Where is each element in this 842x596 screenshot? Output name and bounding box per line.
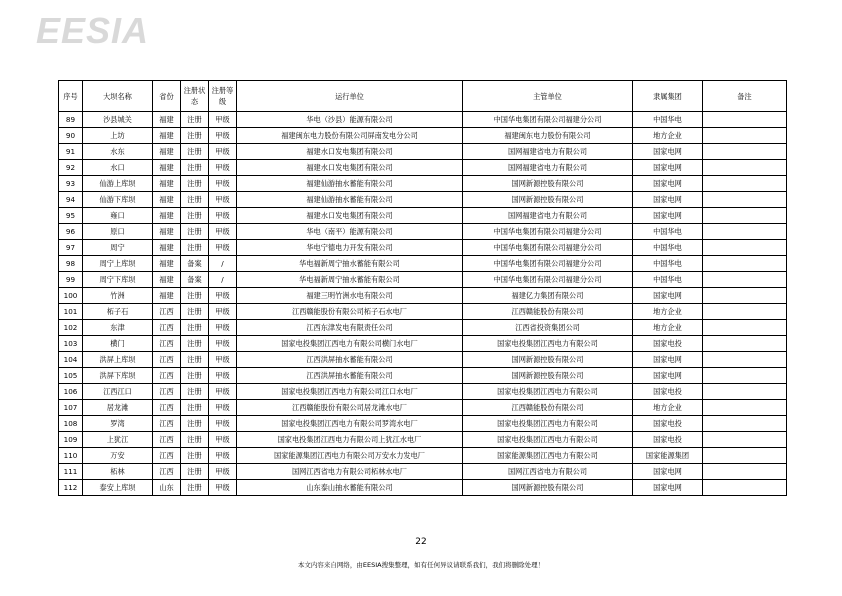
cell-operator: 江西洪屏抽水蓄能有限公司 (237, 368, 463, 384)
cell-remarks (703, 288, 787, 304)
cell-remarks (703, 368, 787, 384)
table-row (59, 304, 787, 320)
cell-supervisor: 国家电投集团江西电力有限公司 (463, 336, 633, 352)
dam-registration-table (58, 80, 787, 496)
cell-register-grade: 甲级 (209, 208, 237, 224)
cell-remarks (703, 272, 787, 288)
cell-remarks (703, 160, 787, 176)
cell-dam-name: 仙游下库坝 (83, 192, 153, 208)
cell-group: 国家电网 (633, 176, 703, 192)
cell-remarks (703, 320, 787, 336)
cell-group: 国家电投 (633, 416, 703, 432)
cell-index: 95 (59, 208, 83, 224)
cell-province: 福建 (153, 256, 181, 272)
cell-dam-name: 柘子石 (83, 304, 153, 320)
cell-register-grade: 甲级 (209, 480, 237, 496)
cell-operator: 福建仙游抽水蓄能有限公司 (237, 192, 463, 208)
cell-remarks (703, 240, 787, 256)
cell-index: 110 (59, 448, 83, 464)
cell-remarks (703, 416, 787, 432)
header-row (59, 81, 787, 112)
cell-supervisor: 国网福建省电力有限公司 (463, 208, 633, 224)
cell-operator: 江西洪屏抽水蓄能有限公司 (237, 352, 463, 368)
cell-register-grade: 甲级 (209, 464, 237, 480)
cell-index: 100 (59, 288, 83, 304)
cell-dam-name: 上犹江 (83, 432, 153, 448)
cell-province: 福建 (153, 112, 181, 128)
cell-index: 99 (59, 272, 83, 288)
cell-province: 江西 (153, 384, 181, 400)
cell-remarks (703, 224, 787, 240)
cell-register-grade: 甲级 (209, 240, 237, 256)
cell-supervisor: 福建亿力集团有限公司 (463, 288, 633, 304)
cell-operator: 福建三明竹洲水电有限公司 (237, 288, 463, 304)
cell-operator: 福建水口发电集团有限公司 (237, 160, 463, 176)
cell-index: 97 (59, 240, 83, 256)
cell-index: 92 (59, 160, 83, 176)
cell-province: 江西 (153, 432, 181, 448)
cell-operator: 国家电投集团江西电力有限公司横门水电厂 (237, 336, 463, 352)
cell-supervisor: 国家电投集团江西电力有限公司 (463, 384, 633, 400)
cell-dam-name: 万安 (83, 448, 153, 464)
table-body (59, 112, 787, 496)
cell-group: 中国华电 (633, 272, 703, 288)
cell-group: 国家电网 (633, 480, 703, 496)
cell-register-grade: 甲级 (209, 144, 237, 160)
cell-group: 地方企业 (633, 400, 703, 416)
cell-register-status: 注册 (181, 160, 209, 176)
cell-operator: 福建闽东电力股份有限公司屏南发电分公司 (237, 128, 463, 144)
cell-register-status: 注册 (181, 432, 209, 448)
cell-remarks (703, 352, 787, 368)
cell-remarks (703, 464, 787, 480)
cell-remarks (703, 128, 787, 144)
cell-register-status: 注册 (181, 144, 209, 160)
table-row (59, 160, 787, 176)
cell-index: 112 (59, 480, 83, 496)
cell-operator: 国网江西省电力有限公司柘林水电厂 (237, 464, 463, 480)
cell-register-status: 备案 (181, 256, 209, 272)
cell-province: 福建 (153, 176, 181, 192)
cell-register-status: 注册 (181, 416, 209, 432)
cell-dam-name: 洪屏下库坝 (83, 368, 153, 384)
cell-group: 中国华电 (633, 112, 703, 128)
cell-supervisor: 国网江西省电力有限公司 (463, 464, 633, 480)
cell-operator: 国家能源集团江西电力有限公司万安水力发电厂 (237, 448, 463, 464)
cell-index: 107 (59, 400, 83, 416)
cell-operator: 福建仙游抽水蓄能有限公司 (237, 176, 463, 192)
table-row (59, 240, 787, 256)
cell-group: 中国华电 (633, 224, 703, 240)
table-row (59, 272, 787, 288)
cell-index: 89 (59, 112, 83, 128)
cell-register-status: 注册 (181, 224, 209, 240)
cell-operator: 国家电投集团江西电力有限公司上犹江水电厂 (237, 432, 463, 448)
cell-supervisor: 国网福建省电力有限公司 (463, 160, 633, 176)
cell-province: 福建 (153, 208, 181, 224)
cell-remarks (703, 384, 787, 400)
cell-province: 江西 (153, 400, 181, 416)
table-row (59, 480, 787, 496)
cell-dam-name: 居龙滩 (83, 400, 153, 416)
cell-index: 91 (59, 144, 83, 160)
cell-province: 福建 (153, 240, 181, 256)
page-number: 22 (415, 537, 427, 547)
cell-remarks (703, 112, 787, 128)
cell-group: 地方企业 (633, 320, 703, 336)
cell-supervisor: 江西省投资集团公司 (463, 320, 633, 336)
table-row (59, 112, 787, 128)
cell-supervisor: 中国华电集团有限公司福建分公司 (463, 224, 633, 240)
cell-dam-name: 水东 (83, 144, 153, 160)
cell-register-grade: 甲级 (209, 176, 237, 192)
cell-remarks (703, 432, 787, 448)
table-row (59, 256, 787, 272)
cell-index: 96 (59, 224, 83, 240)
column-header-province: 省份 (153, 81, 181, 112)
cell-group: 国家电网 (633, 464, 703, 480)
cell-dam-name: 洪屏上库坝 (83, 352, 153, 368)
cell-remarks (703, 480, 787, 496)
cell-register-status: 注册 (181, 480, 209, 496)
cell-province: 福建 (153, 128, 181, 144)
cell-register-grade: 甲级 (209, 288, 237, 304)
cell-supervisor: 国家电投集团江西电力有限公司 (463, 432, 633, 448)
cell-supervisor: 中国华电集团有限公司福建分公司 (463, 240, 633, 256)
cell-index: 106 (59, 384, 83, 400)
cell-dam-name: 上坊 (83, 128, 153, 144)
cell-register-grade: 甲级 (209, 320, 237, 336)
cell-province: 江西 (153, 320, 181, 336)
cell-register-status: 注册 (181, 384, 209, 400)
table-row (59, 208, 787, 224)
table-row (59, 464, 787, 480)
cell-supervisor: 福建闽东电力股份有限公司 (463, 128, 633, 144)
cell-register-grade: 甲级 (209, 448, 237, 464)
cell-register-status: 注册 (181, 368, 209, 384)
table-row (59, 192, 787, 208)
cell-province: 福建 (153, 272, 181, 288)
cell-group: 国家电网 (633, 192, 703, 208)
table-row (59, 448, 787, 464)
table-row (59, 128, 787, 144)
cell-group: 国家电网 (633, 160, 703, 176)
cell-group: 中国华电 (633, 240, 703, 256)
cell-index: 108 (59, 416, 83, 432)
cell-index: 105 (59, 368, 83, 384)
cell-operator: 江西赣能股份有限公司柘子石水电厂 (237, 304, 463, 320)
cell-operator: 华电福新周宁抽水蓄能有限公司 (237, 272, 463, 288)
cell-remarks (703, 448, 787, 464)
cell-supervisor: 国网新源控股有限公司 (463, 480, 633, 496)
cell-index: 111 (59, 464, 83, 480)
cell-supervisor: 国网新源控股有限公司 (463, 352, 633, 368)
cell-register-grade: 甲级 (209, 416, 237, 432)
table-header (59, 81, 787, 112)
cell-register-status: 注册 (181, 128, 209, 144)
cell-register-status: 注册 (181, 288, 209, 304)
cell-remarks (703, 400, 787, 416)
cell-index: 109 (59, 432, 83, 448)
cell-dam-name: 横门 (83, 336, 153, 352)
table-row (59, 320, 787, 336)
cell-remarks (703, 144, 787, 160)
cell-operator: 华电宁德电力开发有限公司 (237, 240, 463, 256)
cell-operator: 山东泰山抽水蓄能有限公司 (237, 480, 463, 496)
cell-province: 江西 (153, 464, 181, 480)
column-header-dam-name: 大坝名称 (83, 81, 153, 112)
cell-dam-name: 周宁上库坝 (83, 256, 153, 272)
cell-register-status: 注册 (181, 400, 209, 416)
cell-province: 江西 (153, 336, 181, 352)
cell-group: 地方企业 (633, 304, 703, 320)
cell-dam-name: 竹洲 (83, 288, 153, 304)
cell-dam-name: 东津 (83, 320, 153, 336)
cell-dam-name: 江西江口 (83, 384, 153, 400)
cell-register-grade: / (209, 272, 237, 288)
table-row (59, 432, 787, 448)
cell-register-status: 注册 (181, 208, 209, 224)
cell-dam-name: 泰安上库坝 (83, 480, 153, 496)
cell-supervisor: 中国华电集团有限公司福建分公司 (463, 256, 633, 272)
cell-register-grade: 甲级 (209, 400, 237, 416)
cell-group: 国家能源集团 (633, 448, 703, 464)
column-header-register-status: 注册状态 (181, 81, 209, 112)
cell-province: 江西 (153, 448, 181, 464)
cell-province: 江西 (153, 352, 181, 368)
cell-index: 90 (59, 128, 83, 144)
table-row (59, 400, 787, 416)
cell-group: 国家电网 (633, 288, 703, 304)
column-header-index: 序号 (59, 81, 83, 112)
cell-register-status: 备案 (181, 272, 209, 288)
cell-supervisor: 国网新源控股有限公司 (463, 192, 633, 208)
table-row (59, 416, 787, 432)
footer-disclaimer: 本文内容来自网络，由EESIA搜集整理，如有任何异议请联系我们，我们将删除处理！ (297, 561, 545, 569)
cell-operator: 华电福新周宁抽水蓄能有限公司 (237, 256, 463, 272)
cell-supervisor: 国网新源控股有限公司 (463, 368, 633, 384)
cell-register-status: 注册 (181, 352, 209, 368)
cell-supervisor: 国网福建省电力有限公司 (463, 144, 633, 160)
cell-register-status: 注册 (181, 176, 209, 192)
cell-register-grade: 甲级 (209, 304, 237, 320)
cell-supervisor: 中国华电集团有限公司福建分公司 (463, 272, 633, 288)
column-header-supervisor: 主管单位 (463, 81, 633, 112)
cell-operator: 福建水口发电集团有限公司 (237, 144, 463, 160)
cell-province: 江西 (153, 368, 181, 384)
cell-group: 国家电投 (633, 384, 703, 400)
cell-register-grade: 甲级 (209, 128, 237, 144)
cell-province: 江西 (153, 304, 181, 320)
cell-supervisor: 江西赣能股份有限公司 (463, 400, 633, 416)
cell-province: 福建 (153, 144, 181, 160)
cell-dam-name: 周宁下库坝 (83, 272, 153, 288)
cell-register-grade: 甲级 (209, 192, 237, 208)
cell-group: 国家电网 (633, 144, 703, 160)
cell-province: 福建 (153, 288, 181, 304)
cell-operator: 华电（南平）能源有限公司 (237, 224, 463, 240)
table-row (59, 336, 787, 352)
cell-remarks (703, 176, 787, 192)
cell-dam-name: 水口 (83, 160, 153, 176)
cell-register-status: 注册 (181, 240, 209, 256)
table-row (59, 176, 787, 192)
cell-supervisor: 国网新源控股有限公司 (463, 176, 633, 192)
cell-group: 地方企业 (633, 128, 703, 144)
cell-operator: 国家电投集团江西电力有限公司罗湾水电厂 (237, 416, 463, 432)
cell-group: 国家电网 (633, 368, 703, 384)
cell-index: 93 (59, 176, 83, 192)
cell-operator: 福建水口发电集团有限公司 (237, 208, 463, 224)
cell-operator: 江西赣能股份有限公司居龙滩水电厂 (237, 400, 463, 416)
cell-remarks (703, 208, 787, 224)
cell-dam-name: 周宁 (83, 240, 153, 256)
cell-province: 福建 (153, 192, 181, 208)
table-row (59, 144, 787, 160)
cell-dam-name: 罗湾 (83, 416, 153, 432)
cell-register-status: 注册 (181, 336, 209, 352)
cell-dam-name: 原口 (83, 224, 153, 240)
column-header-group: 隶属集团 (633, 81, 703, 112)
cell-index: 94 (59, 192, 83, 208)
cell-province: 山东 (153, 480, 181, 496)
cell-operator: 华电（沙县）能源有限公司 (237, 112, 463, 128)
cell-dam-name: 沙县城关 (83, 112, 153, 128)
cell-remarks (703, 192, 787, 208)
cell-supervisor: 国家能源集团江西电力有限公司 (463, 448, 633, 464)
cell-register-status: 注册 (181, 464, 209, 480)
cell-register-status: 注册 (181, 192, 209, 208)
table-row (59, 352, 787, 368)
cell-dam-name: 雍口 (83, 208, 153, 224)
cell-register-grade: / (209, 256, 237, 272)
cell-remarks (703, 304, 787, 320)
cell-remarks (703, 256, 787, 272)
cell-supervisor: 江西赣能股份有限公司 (463, 304, 633, 320)
cell-dam-name: 柘林 (83, 464, 153, 480)
cell-register-grade: 甲级 (209, 384, 237, 400)
column-header-register-grade: 注册等级 (209, 81, 237, 112)
cell-supervisor: 中国华电集团有限公司福建分公司 (463, 112, 633, 128)
table-row (59, 384, 787, 400)
cell-register-grade: 甲级 (209, 368, 237, 384)
column-header-operator: 运行单位 (237, 81, 463, 112)
cell-register-grade: 甲级 (209, 432, 237, 448)
cell-operator: 国家电投集团江西电力有限公司江口水电厂 (237, 384, 463, 400)
cell-index: 104 (59, 352, 83, 368)
cell-supervisor: 国家电投集团江西电力有限公司 (463, 416, 633, 432)
cell-register-grade: 甲级 (209, 160, 237, 176)
cell-register-status: 注册 (181, 320, 209, 336)
cell-province: 江西 (153, 416, 181, 432)
cell-register-grade: 甲级 (209, 352, 237, 368)
cell-group: 国家电投 (633, 432, 703, 448)
table-row (59, 288, 787, 304)
cell-register-status: 注册 (181, 304, 209, 320)
cell-register-status: 注册 (181, 112, 209, 128)
table-row (59, 224, 787, 240)
cell-register-grade: 甲级 (209, 224, 237, 240)
cell-register-status: 注册 (181, 448, 209, 464)
cell-group: 国家电网 (633, 208, 703, 224)
cell-register-grade: 甲级 (209, 112, 237, 128)
cell-remarks (703, 336, 787, 352)
cell-register-grade: 甲级 (209, 336, 237, 352)
cell-group: 国家电投 (633, 336, 703, 352)
cell-province: 福建 (153, 224, 181, 240)
cell-operator: 江西东津发电有限责任公司 (237, 320, 463, 336)
cell-group: 中国华电 (633, 256, 703, 272)
cell-dam-name: 仙游上库坝 (83, 176, 153, 192)
table-row (59, 368, 787, 384)
cell-group: 国家电网 (633, 352, 703, 368)
cell-index: 101 (59, 304, 83, 320)
cell-index: 103 (59, 336, 83, 352)
column-header-remarks: 备注 (703, 81, 787, 112)
cell-index: 102 (59, 320, 83, 336)
cell-index: 98 (59, 256, 83, 272)
cell-province: 福建 (153, 160, 181, 176)
eesia-logo: EESIA (36, 10, 150, 51)
